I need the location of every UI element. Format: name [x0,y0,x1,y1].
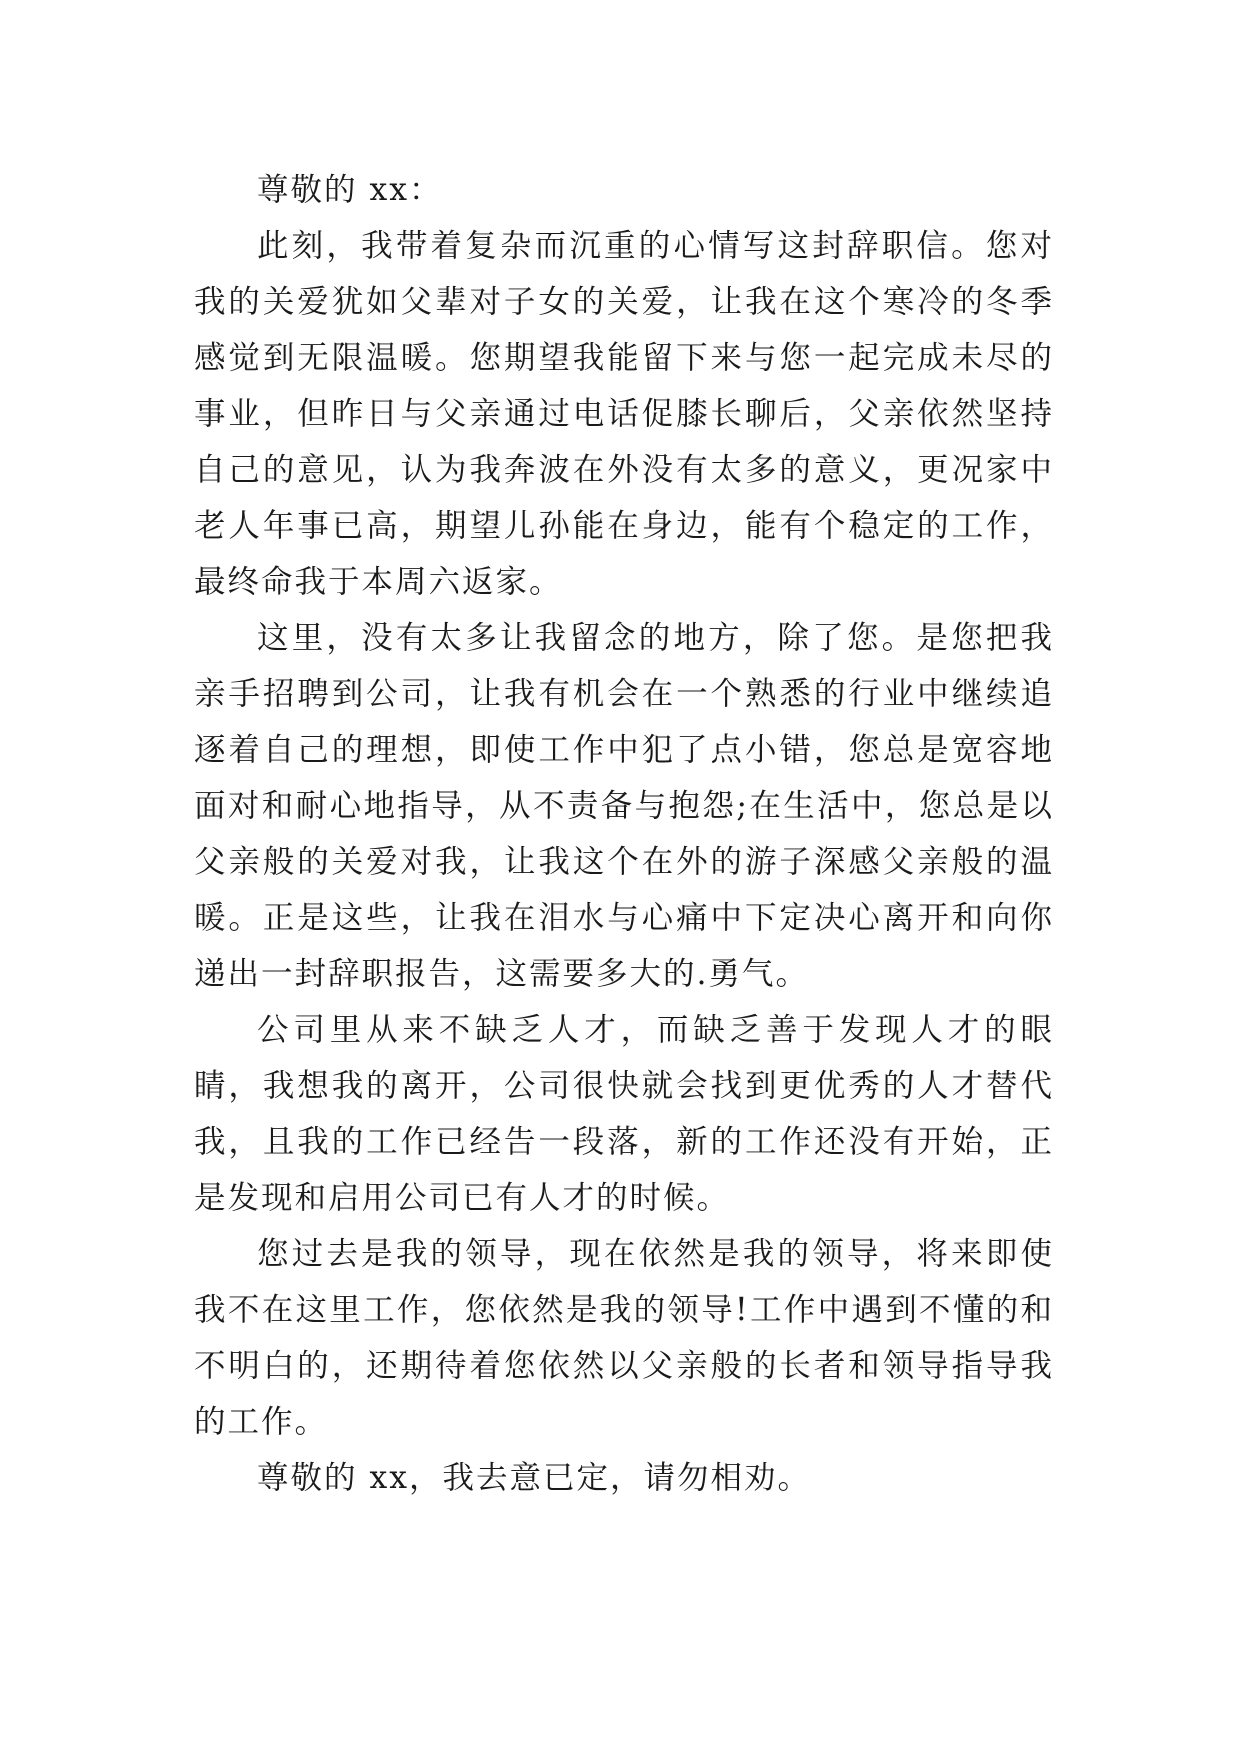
resignation-letter [194,162,1054,1506]
letter-paragraph-3: 公司里从来不缺乏人才，而缺乏善于发现人才的眼睛，我想我的离开，公司很快就会找到更优秀的人才替代我，且我的工作已经告一段落，新的工作还没有开始，正是发现和启用公司已有人才的时候。 [194,1012,1054,1216]
letter-paragraph-1: 此刻，我带着复杂而沉重的心情写这封辞职信。您对我的关爱犹如父辈对子女的关爱，让我在这个寒冷的冬季感觉到无限温暖。您期望我能留下来与您一起完成未尽的事业，但昨日与父亲通过电话促膝长聊后，父亲依然坚持自己的意见，认为我奔波在外没有太多的意义，更况家中老人年事已高，期望儿孙能在身边，能有个稳定的工作，最终命我于本周六返家。 [194,228,1054,600]
letter-salutation: 尊敬的 xx： [257,172,443,208]
letter-paragraph-2: 这里，没有太多让我留念的地方，除了您。是您把我亲手招聘到公司，让我有机会在一个熟悉的行业中继续追逐着自己的理想，即使工作中犯了点小错，您总是宽容地面对和耐心地指导，从不责备与抱怨;在生活中，您总是以父亲般的关爱对我，让我这个在外的游子深感父亲般的温暖。正是这些，让我在泪水与心痛中下定决心离开和向你递出一封辞职报告，这需要多大的.勇气。 [194,620,1054,992]
letter-paragraph-4: 您过去是我的领导，现在依然是我的领导，将来即使我不在这里工作，您依然是我的领导!工作中遇到不懂的和不明白的，还期待着您依然以父亲般的长者和领导指导我的工作。 [194,1236,1054,1440]
letter-closing: 尊敬的 xx，我去意已定，请勿相劝。 [257,1460,812,1496]
